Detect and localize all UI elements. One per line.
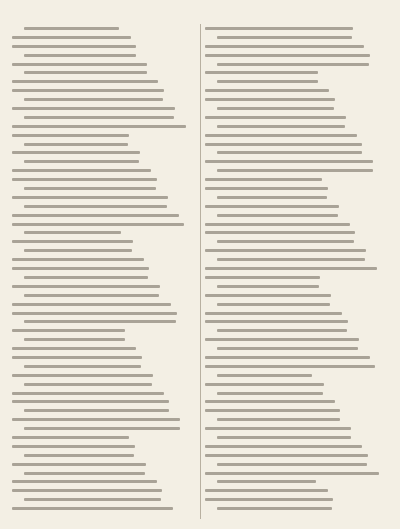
- entry-text-placeholder: [205, 205, 339, 208]
- entry-text-placeholder: [217, 107, 334, 110]
- entry-text-placeholder: [12, 374, 153, 377]
- entry-text-placeholder: [24, 294, 159, 297]
- entry-text-placeholder: [205, 489, 328, 492]
- entry-text-placeholder: [205, 312, 342, 315]
- directory-entry: [205, 495, 388, 504]
- directory-entry: [12, 397, 195, 406]
- entry-text-placeholder: [24, 249, 132, 252]
- directory-entry: [12, 148, 195, 157]
- directory-column-left: [12, 24, 195, 519]
- entry-text-placeholder: [217, 214, 338, 217]
- entry-text-placeholder: [24, 98, 163, 101]
- directory-entry: [205, 406, 388, 415]
- directory-entry: [205, 504, 388, 513]
- directory-entry: [12, 193, 195, 202]
- directory-entry: [205, 95, 388, 104]
- entry-text-placeholder: [24, 71, 147, 74]
- directory-entry: [12, 362, 195, 371]
- directory-entry: [12, 60, 195, 69]
- entry-text-placeholder: [24, 143, 128, 146]
- entry-text-placeholder: [12, 329, 125, 332]
- entry-text-placeholder: [12, 258, 144, 261]
- entry-text-placeholder: [205, 320, 348, 323]
- entry-text-placeholder: [24, 205, 167, 208]
- entry-text-placeholder: [24, 276, 148, 279]
- directory-entry: [205, 415, 388, 424]
- directory-entry: [12, 95, 195, 104]
- entry-text-placeholder: [205, 294, 331, 297]
- directory-entry: [205, 469, 388, 478]
- directory-entry: [205, 317, 388, 326]
- directory-entry: [205, 397, 388, 406]
- entry-text-placeholder: [205, 383, 324, 386]
- entry-text-placeholder: [205, 27, 353, 30]
- directory-entry: [205, 51, 388, 60]
- directory-entry: [12, 389, 195, 398]
- entry-text-placeholder: [12, 63, 147, 66]
- entry-text-placeholder: [205, 472, 379, 475]
- entry-text-placeholder: [12, 312, 177, 315]
- directory-entry: [12, 68, 195, 77]
- directory-entry: [12, 104, 195, 113]
- directory-entry: [12, 495, 195, 504]
- entry-text-placeholder: [217, 63, 369, 66]
- entry-text-placeholder: [24, 338, 125, 341]
- entry-text-placeholder: [12, 400, 169, 403]
- entry-text-placeholder: [24, 427, 180, 430]
- entry-text-placeholder: [24, 54, 136, 57]
- directory-entry: [205, 86, 388, 95]
- entry-text-placeholder: [205, 116, 346, 119]
- directory-entry: [12, 326, 195, 335]
- directory-entry: [205, 362, 388, 371]
- entry-text-placeholder: [217, 418, 340, 421]
- entry-text-placeholder: [217, 285, 319, 288]
- directory-entry: [205, 202, 388, 211]
- directory-entry: [205, 211, 388, 220]
- directory-entry: [205, 113, 388, 122]
- directory-entry: [205, 326, 388, 335]
- directory-entry: [12, 300, 195, 309]
- entry-text-placeholder: [12, 356, 142, 359]
- entry-text-placeholder: [12, 436, 129, 439]
- directory-entry: [205, 122, 388, 131]
- directory-entry: [205, 433, 388, 442]
- directory-entry: [205, 228, 388, 237]
- entry-text-placeholder: [12, 347, 136, 350]
- entry-text-placeholder: [205, 54, 370, 57]
- directory-entry: [205, 104, 388, 113]
- directory-entry: [12, 477, 195, 486]
- entry-text-placeholder: [205, 409, 340, 412]
- entry-text-placeholder: [24, 187, 156, 190]
- entry-text-placeholder: [24, 472, 145, 475]
- entry-text-placeholder: [12, 45, 136, 48]
- directory-entry: [205, 344, 388, 353]
- entry-text-placeholder: [12, 267, 149, 270]
- directory-entry: [12, 175, 195, 184]
- entry-text-placeholder: [217, 392, 323, 395]
- entry-text-placeholder: [12, 392, 164, 395]
- directory-entry: [205, 220, 388, 229]
- directory-entry: [205, 477, 388, 486]
- entry-text-placeholder: [205, 134, 357, 137]
- entry-text-placeholder: [205, 267, 377, 270]
- entry-text-placeholder: [12, 80, 158, 83]
- directory-entry: [205, 255, 388, 264]
- directory-entry: [12, 415, 195, 424]
- directory-entry: [12, 42, 195, 51]
- entry-text-placeholder: [205, 400, 335, 403]
- directory-entry: [205, 148, 388, 157]
- directory-entry: [12, 86, 195, 95]
- directory-entry: [12, 317, 195, 326]
- entry-text-placeholder: [24, 116, 174, 119]
- directory-entry: [12, 166, 195, 175]
- entry-text-placeholder: [12, 89, 164, 92]
- directory-entry: [12, 273, 195, 282]
- entry-text-placeholder: [205, 356, 370, 359]
- directory-entry: [205, 300, 388, 309]
- entry-text-placeholder: [205, 89, 329, 92]
- entry-text-placeholder: [12, 36, 131, 39]
- directory-entry: [205, 140, 388, 149]
- entry-text-placeholder: [205, 276, 320, 279]
- directory-entry: [205, 389, 388, 398]
- directory-entry: [205, 246, 388, 255]
- directory-entry: [205, 291, 388, 300]
- directory-entry: [205, 68, 388, 77]
- entry-text-placeholder: [205, 445, 362, 448]
- entry-text-placeholder: [217, 196, 327, 199]
- entry-text-placeholder: [24, 231, 121, 234]
- directory-entry: [205, 42, 388, 51]
- directory-entry: [205, 371, 388, 380]
- entry-text-placeholder: [205, 160, 373, 163]
- entry-text-placeholder: [205, 187, 328, 190]
- entry-text-placeholder: [217, 125, 345, 128]
- entry-text-placeholder: [12, 285, 160, 288]
- entry-text-placeholder: [205, 427, 351, 430]
- directory-entry: [205, 237, 388, 246]
- directory-entry: [12, 433, 195, 442]
- directory-entry: [12, 113, 195, 122]
- directory-entry: [12, 486, 195, 495]
- entry-text-placeholder: [217, 347, 358, 350]
- entry-text-placeholder: [12, 134, 129, 137]
- entry-text-placeholder: [217, 151, 362, 154]
- directory-entry: [205, 166, 388, 175]
- directory-entry: [12, 211, 195, 220]
- directory-entry: [12, 353, 195, 362]
- directory-entry: [205, 424, 388, 433]
- entry-text-placeholder: [217, 507, 332, 510]
- directory-entry: [205, 77, 388, 86]
- directory-entry: [205, 451, 388, 460]
- entry-text-placeholder: [12, 214, 179, 217]
- entry-text-placeholder: [205, 143, 362, 146]
- directory-entry: [12, 380, 195, 389]
- directory-entry: [205, 380, 388, 389]
- directory-entry: [205, 193, 388, 202]
- entry-text-placeholder: [12, 151, 140, 154]
- directory-entry: [12, 237, 195, 246]
- directory-entry: [12, 246, 195, 255]
- directory-entry: [205, 309, 388, 318]
- directory-entry: [12, 344, 195, 353]
- directory-entry: [12, 184, 195, 193]
- directory-entry: [205, 131, 388, 140]
- directory-entry: [12, 424, 195, 433]
- directory-entry: [205, 60, 388, 69]
- directory-entry: [12, 255, 195, 264]
- entry-text-placeholder: [205, 249, 366, 252]
- entry-text-placeholder: [205, 498, 333, 501]
- directory-entry: [205, 264, 388, 273]
- directory-entry: [12, 77, 195, 86]
- entry-text-placeholder: [12, 169, 151, 172]
- directory-entry: [12, 33, 195, 42]
- entry-text-placeholder: [205, 45, 364, 48]
- directory-entry: [12, 24, 195, 33]
- entry-text-placeholder: [205, 338, 359, 341]
- directory-entry: [12, 504, 195, 513]
- entry-text-placeholder: [217, 329, 347, 332]
- entry-text-placeholder: [12, 107, 175, 110]
- directory-entry: [12, 335, 195, 344]
- directory-entry: [12, 264, 195, 273]
- entry-text-placeholder: [12, 445, 135, 448]
- entry-text-placeholder: [24, 160, 139, 163]
- directory-columns: [12, 24, 388, 519]
- directory-entry: [205, 157, 388, 166]
- directory-entry: [12, 131, 195, 140]
- directory-entry: [205, 442, 388, 451]
- directory-entry: [12, 469, 195, 478]
- directory-column-right: [205, 24, 388, 519]
- entry-text-placeholder: [12, 303, 171, 306]
- entry-text-placeholder: [24, 498, 161, 501]
- entry-text-placeholder: [205, 223, 350, 226]
- entry-text-placeholder: [205, 98, 335, 101]
- directory-entry: [12, 291, 195, 300]
- entry-text-placeholder: [217, 36, 352, 39]
- entry-text-placeholder: [205, 231, 355, 234]
- directory-entry: [12, 122, 195, 131]
- directory-entry: [12, 371, 195, 380]
- directory-entry: [12, 51, 195, 60]
- entry-text-placeholder: [205, 71, 318, 74]
- directory-entry: [205, 353, 388, 362]
- directory-entry: [12, 442, 195, 451]
- entry-text-placeholder: [12, 196, 168, 199]
- directory-entry: [12, 406, 195, 415]
- directory-entry: [12, 202, 195, 211]
- entry-text-placeholder: [12, 223, 184, 226]
- directory-entry: [205, 335, 388, 344]
- directory-entry: [12, 309, 195, 318]
- entry-text-placeholder: [217, 80, 318, 83]
- directory-entry: [12, 228, 195, 237]
- entry-text-placeholder: [12, 463, 146, 466]
- entry-text-placeholder: [24, 409, 169, 412]
- entry-text-placeholder: [217, 258, 365, 261]
- entry-text-placeholder: [12, 507, 173, 510]
- entry-text-placeholder: [217, 240, 354, 243]
- entry-text-placeholder: [24, 383, 152, 386]
- directory-entry: [12, 451, 195, 460]
- entry-text-placeholder: [12, 418, 180, 421]
- directory-entry: [205, 282, 388, 291]
- directory-entry: [12, 220, 195, 229]
- entry-text-placeholder: [24, 454, 134, 457]
- directory-entry: [12, 157, 195, 166]
- directory-entry: [205, 273, 388, 282]
- entry-text-placeholder: [205, 365, 375, 368]
- directory-entry: [12, 140, 195, 149]
- directory-entry: [205, 486, 388, 495]
- entry-text-placeholder: [217, 480, 316, 483]
- entry-text-placeholder: [217, 436, 351, 439]
- directory-entry: [205, 184, 388, 193]
- directory-entry: [205, 33, 388, 42]
- entry-text-placeholder: [12, 240, 133, 243]
- entry-text-placeholder: [12, 125, 186, 128]
- entry-text-placeholder: [217, 169, 373, 172]
- directory-entry: [12, 282, 195, 291]
- entry-text-placeholder: [24, 365, 141, 368]
- directory-entry: [205, 24, 388, 33]
- entry-text-placeholder: [24, 320, 176, 323]
- entry-text-placeholder: [12, 489, 162, 492]
- directory-entry: [12, 460, 195, 469]
- entry-text-placeholder: [205, 178, 322, 181]
- entry-text-placeholder: [12, 178, 157, 181]
- entry-text-placeholder: [12, 480, 157, 483]
- entry-text-placeholder: [217, 374, 312, 377]
- entry-text-placeholder: [205, 454, 368, 457]
- entry-text-placeholder: [217, 463, 367, 466]
- directory-entry: [205, 460, 388, 469]
- entry-text-placeholder: [24, 27, 119, 30]
- directory-entry: [205, 175, 388, 184]
- entry-text-placeholder: [217, 303, 330, 306]
